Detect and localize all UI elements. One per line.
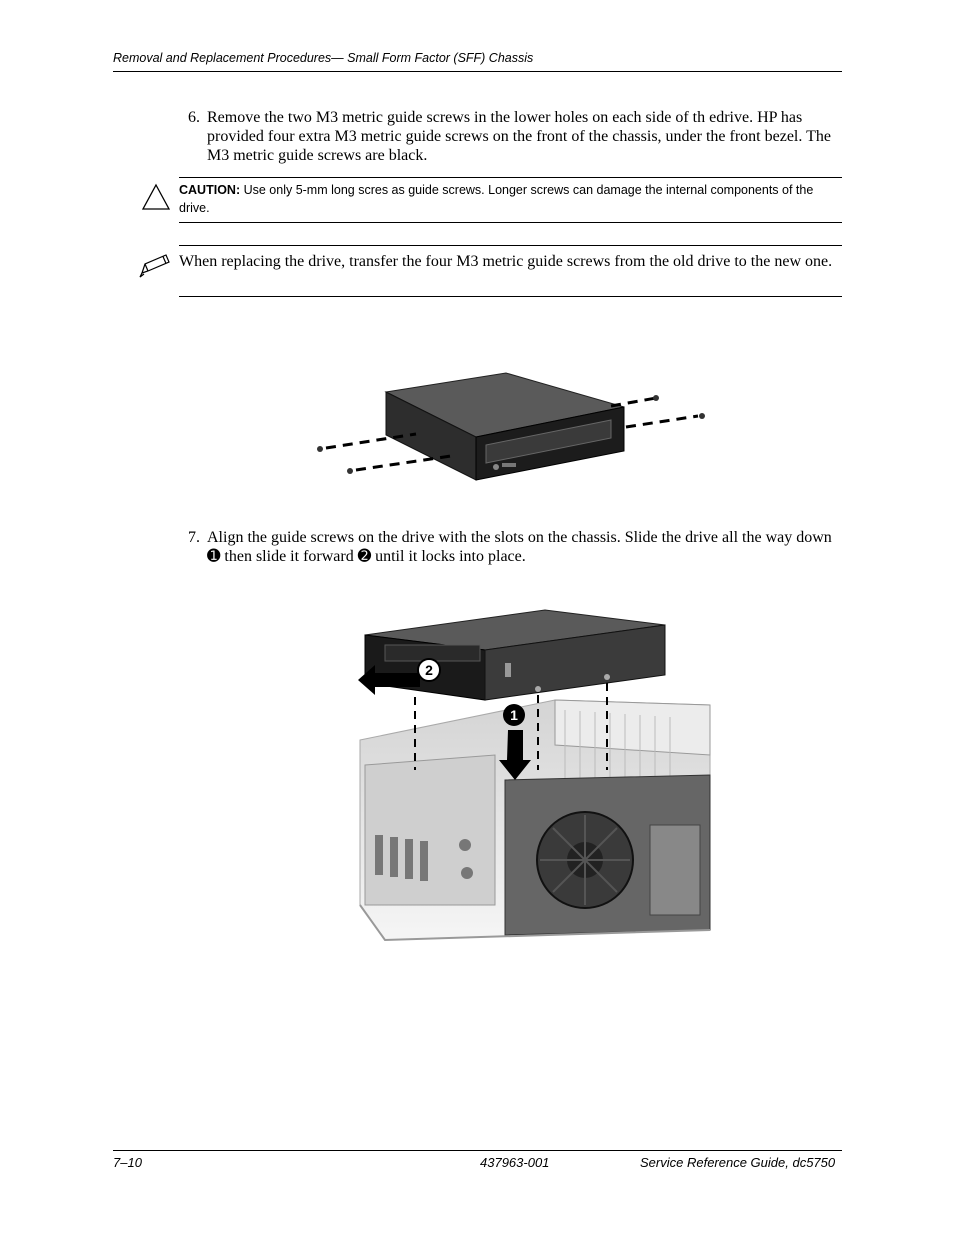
note-top-rule [179,245,842,246]
figure-drive-guide-screws [306,360,716,495]
step-text: Remove the two M3 metric guide screws in the lower holes on each side of th edrive. HP has provided four extra M3 metric guide screws on the front of the chassis, under the front bezel. The M3 metric guide screws are black. [207,109,831,164]
caution-text: Use only 5-mm long scres as guide screws. Longer screws can damage the internal components of the drive. [179,183,814,215]
note-text: When replacing the drive, transfer the four M3 metric guide screws from the old drive to the new one. [179,253,833,270]
footer-part-number: 437963-001 [480,1155,550,1170]
callout-1: 1 [510,707,518,723]
footer-guide-title: Service Reference Guide, dc5750 [640,1155,836,1170]
caution-bottom-rule [179,222,842,223]
pencil-note-icon [139,253,173,284]
caution-triangle-icon [141,183,171,216]
step-6 [188,108,848,165]
step-number: 7. [188,529,200,546]
step-number: 6. [188,109,200,126]
step-7 [188,528,848,566]
caution-label: CAUTION: [179,183,241,197]
footer-rule [113,1150,842,1151]
callout-2: 2 [425,662,433,678]
step-text: Align the guide screws on the drive with the slots on the chassis. Slide the drive all the way down ➊ then slide it forward ➋ until it locks into place. [207,529,832,565]
header-rule [113,71,842,72]
footer-page-number: 7–10 [113,1155,142,1170]
header-title: Removal and Replacement Procedures— Small Form Factor (SFF) Chassis [113,51,534,65]
figure-drive-install [355,605,715,950]
caution-block [179,181,839,217]
note-bottom-rule [179,296,842,297]
caution-top-rule [179,177,842,178]
